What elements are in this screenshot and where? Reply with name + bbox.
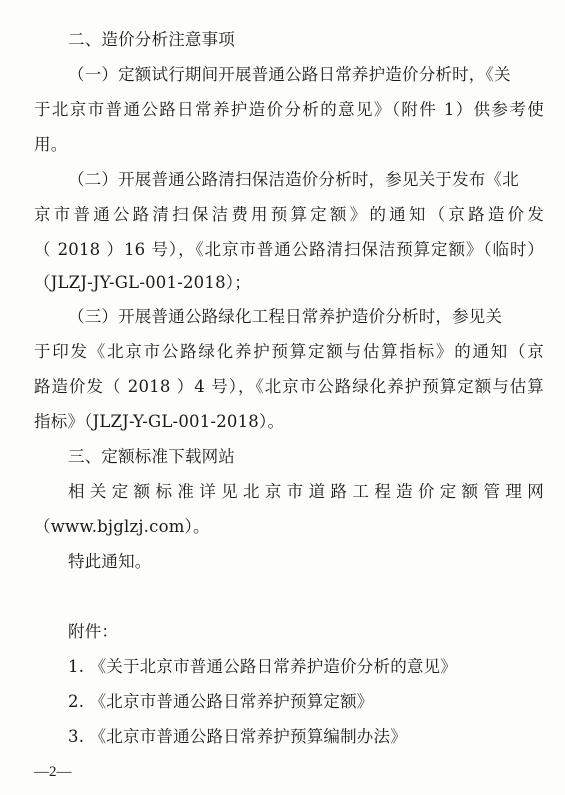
item-2-line-1: （二）开展普通公路清扫保洁造价分析时，参见关于发布《北 bbox=[68, 170, 519, 189]
website-line-1: 相关定额标准详见北京市道路工程造价定额管理网 bbox=[68, 482, 544, 501]
section-heading-download-site: 三、定额标准下载网站 bbox=[68, 447, 235, 466]
item-2-line-2: 京市普通公路清扫保洁费用预算定额》的通知（京路造价发 bbox=[34, 205, 544, 224]
section-heading-analysis-notes: 二、造价分析注意事项 bbox=[68, 30, 235, 49]
attachment-item-1: 1. 《关于北京市普通公路日常养护造价分析的意见》 bbox=[68, 657, 457, 676]
attachment-item-3: 3. 《北京市普通公路日常养护预算编制办法》 bbox=[68, 727, 407, 746]
attachment-item-2: 2. 《北京市普通公路日常养护预算定额》 bbox=[68, 692, 374, 711]
item-1-line-3: 用。 bbox=[34, 135, 68, 154]
page-number: —2— bbox=[34, 764, 72, 780]
item-2-line-3: （ 2018 ）16 号），《北京市普通公路清扫保洁预算定额》（临时） bbox=[34, 240, 544, 259]
attachments-label: 附件： bbox=[68, 622, 119, 641]
item-3-line-2: 于印发《北京市公路绿化养护预算定额与估算指标》的通知（京 bbox=[34, 342, 544, 361]
item-2-line-4: （JLZJ-JY-GL-001-2018）； bbox=[34, 273, 251, 292]
item-1-line-1: （一）定额试行期间开展普通公路日常养护造价分析时，《关 bbox=[68, 65, 511, 84]
item-1-line-2: 于北京市普通公路日常养护造价分析的意见》（附件 1）供参考使 bbox=[34, 100, 544, 119]
item-3-line-3: 路造价发（ 2018 ）4 号），《北京市公路绿化养护预算定额与估算 bbox=[34, 377, 544, 396]
closing-text: 特此通知。 bbox=[68, 552, 152, 571]
item-3-line-1: （三）开展普通公路绿化工程日常养护造价分析时，参见关 bbox=[68, 307, 503, 326]
website-line-2: （www.bjglzj.com）。 bbox=[34, 517, 210, 536]
item-3-line-4: 指标》（JLZJ-Y-GL-001-2018）。 bbox=[34, 412, 285, 431]
